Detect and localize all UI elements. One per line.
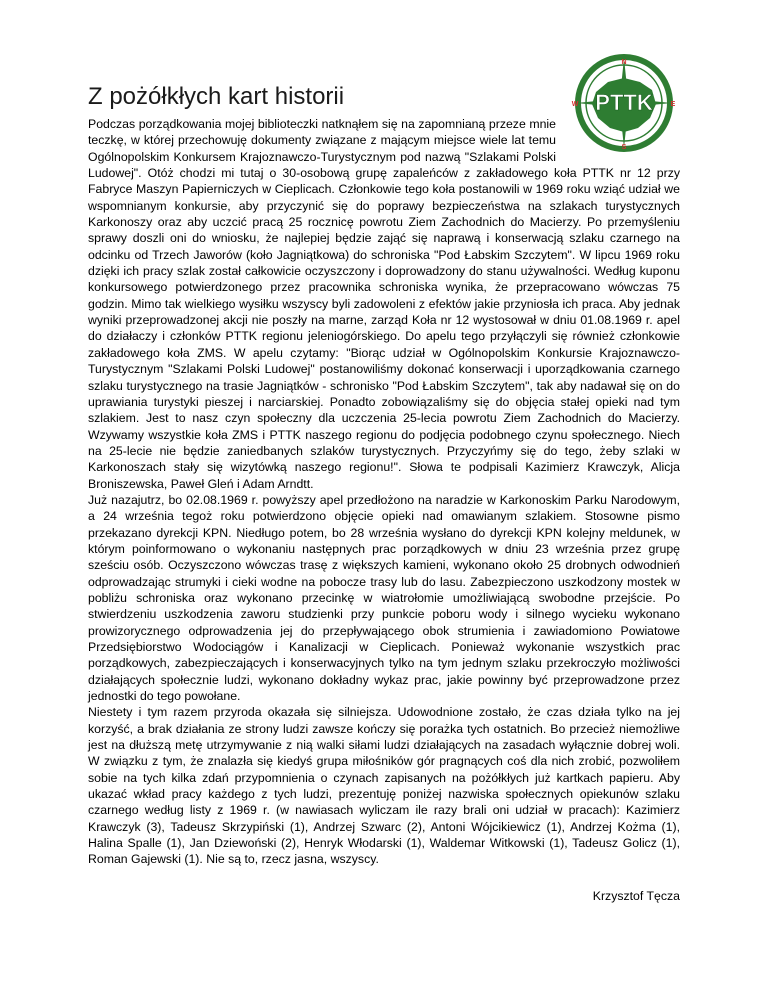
compass-w: W — [571, 101, 579, 108]
document-page — [88, 59, 680, 904]
compass-n: N — [621, 59, 627, 66]
paragraph-3: Niestety i tym razem przyroda okazała się silniejsza. Udowodnione zostało, że czas działa tylko na jej korzyść, a brak działania ze strony ludzi zawsze kończy się porażka tych ostatnich. Bo przecież niemożliwe jest na dłuższą metę utrzymywanie z nią walki siłami ludzi działających na zasadach wyłącznie dobrej woli. W związku z tym, że znalazła się kiedyś grupa miłośników gór pragnących coś dla nich zrobić, pozwoliłem sobie na tych kilka zdań przypomnienia o czynach zapisanych na pożółkłych już kartkach papieru. Aby ukazać wkład pracy każdego z tych ludzi, prezentuję poniżej nazwiska społecznych opiekunów szlaku czarnego według listy z 1969 r. (w nawiasach wyliczam ile razy brali oni udział w pracach): Kazimierz Krawczyk (3), Tadeusz Skrzypiński (1), Andrzej Szwarc (2), Antoni Wójcikiewicz (1), Andrzej Kożma (1), Halina Spalle (1), Jan Dziewoński (2), Henryk Włodarski (1), Waldemar Witkowski (1), Tadeusz Golicz (1), Roman Gajewski (1). Nie są to, rzecz jasna, wszyscy. — [88, 705, 680, 867]
pttk-logo — [566, 52, 682, 154]
paragraph-1: Podczas porządkowania mojej biblioteczki natknąłem się na zapomnianą przeze mnie teczkę, w której przechowuję dokumenty związane z mającym miejsce wiele lat temu Ogólnopolskim Konkursem Krajoznawczo-Turystycznym pod nazwą "Szlakami Polski Ludowej". Otóż chodzi mi tutaj o 30-osobową grupę zapaleńców z zakładowego koła PTTK nr 12 przy Fabryce Maszyn Papierniczych w Cieplicach. Członkowie tego koła postanowili w 1969 roku wziąć udział we wspomnianym konkursie, aby przyczynić się do poprawy bezpieczeństwa na szlakach turystycznych Karkonoszy oraz aby uczcić pracą 25 rocznicę powrotu Ziem Zachodnich do Macierzy. Po przemyśleniu sprawy doszli oni do wniosku, że najlepiej będzie zająć się naprawą i konserwacją szlaku czarnego na odcinku od Trzech Jaworów (koło Jagniątkowa) do schroniska "Pod Łabskim Szczytem". W lipcu 1969 roku dzięki ich pracy szlak został całkowicie oczyszczony i doprowadzony do stanu używalności. Według kuponu konkursowego potwierdzonego przez pracownika schroniska wynika, że przepracowano wówczas 75 godzin. Mimo tak wielkiego wysiłku wszyscy byli zadowoleni z efektów jakie przyniosła ich praca. Aby jednak wyniki przeprowadzonej akcji nie poszły na marne, zarząd Koła nr 12 wystosował w dniu 01.08.1969 r. apel do działaczy i członków PTTK regionu jeleniogórskiego. Do apelu tego przyłączyli się również członkowie zakładowego koła ZMS. W apelu czytamy: "Biorąc udział w Ogólnopolskim Konkursie Krajoznawczo-Turystycznym "Szlakami Polski Ludowej" postanowiliśmy dokonać konserwacji i uporządkowania czarnego szlaku turystycznego na trasie Jagniątków - schronisko "Pod Łabskim Szczytem", tak aby nadawał się on do uprawiania turystyki pieszej i narciarskiej. Ponadto zobowiązaliśmy się do objęcia stałej opieki nad tym szlakiem. Jest to nasz czyn społeczny dla uczczenia 25-lecia powrotu Ziem Zachodnich do Macierzy. Wzywamy wszystkie koła ZMS i PTTK naszego regionu do podjęcia podobnego czynu społecznego. Niech na 25-lecie nie będzie zaniedbanych szlaków turystycznych. Przyczyńmy się do tego, żeby szlaki w Karkonoszach stały się wizytówką naszego regionu!". Słowa te podpisali Kazimierz Krawczyk, Alicja Broniszewska, Paweł Gleń i Adam Arndtt. — [88, 117, 680, 491]
compass-e: E — [670, 101, 676, 108]
author-signature: Krzysztof Tęcza — [592, 888, 680, 903]
page-title: Z pożółkłych kart historii — [88, 83, 345, 110]
compass-s: S — [621, 144, 627, 151]
paragraph-2: Już nazajutrz, bo 02.08.1969 r. powyższy apel przedłożono na naradzie w Karkonoskim Parku Narodowym, a 24 września tegoż roku potwierdzono objęcie opieki nad omawianym szlakiem. Stosowne pismo przekazano dyrekcji KPN. Niedługo potem, bo 28 września wysłano do dyrekcji KPN kolejny meldunek, w którym poinformowano o wykonaniu następnych prac porządkowych w dniu 23 września przez grupę sześciu osób. Oczyszczono wówczas trasę z większych kamieni, wykonano około 25 drobnych odwodnień odprowadzając strumyki i cieki wodne na pobocze trasy lub do lasu. Zabezpieczono uszkodzony mostek w pobliżu schroniska oraz wykonano przecinkę w wiatrołomie umożliwiającą swobodne przejście. Po stwierdzeniu uszkodzenia zaworu studzienki przy punkcie poboru wody i silnego wycieku wykonano prowizorycznego odprowadzenia jej do przepływającego obok strumienia i zawiadomiono Powiatowe Przedsiębiorstwo Wodociągów i Kanalizacji w Cieplicach. Ponieważ wykonanie wszystkich prac porządkowych, zabezpieczających i konserwacyjnych tylko na tym jednym szlaku przekroczyło możliwości działających społecznie ludzi, wykonano dokładny wykaz prac, jakie powinny być przeprowadzone przez jednostki do tego powołane. — [88, 492, 680, 704]
logo-text: PTTK — [595, 90, 653, 115]
